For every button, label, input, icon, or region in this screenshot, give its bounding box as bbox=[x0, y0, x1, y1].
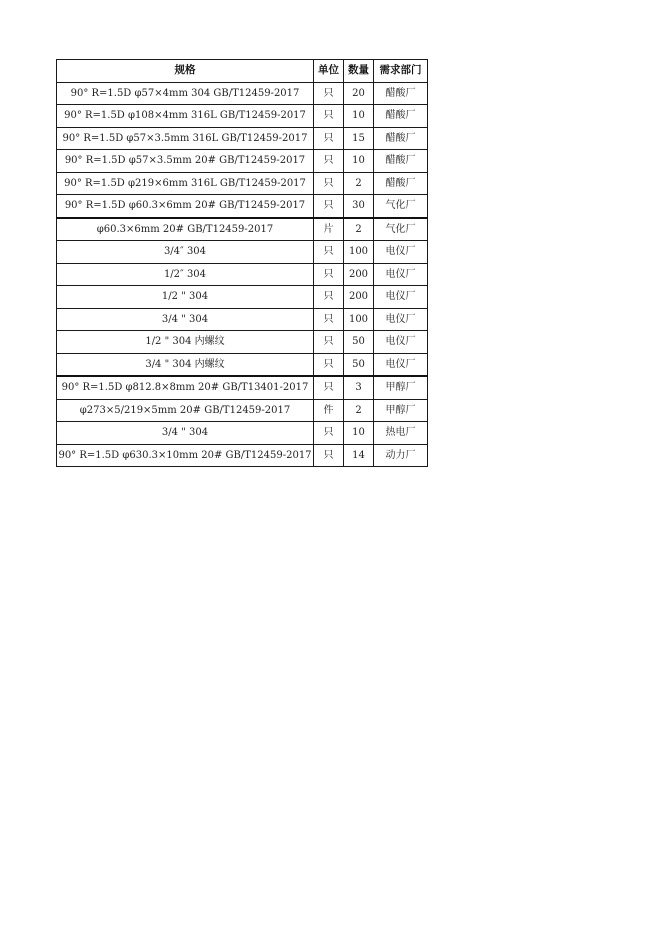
cell-spec: 3/4 " 304 内螺纹 bbox=[57, 353, 314, 376]
table-row bbox=[57, 263, 428, 286]
cell-department: 醋酸厂 bbox=[374, 127, 428, 150]
table-row bbox=[57, 241, 428, 264]
cell-department: 电仪厂 bbox=[374, 263, 428, 286]
table-row bbox=[57, 172, 428, 195]
cell-spec: 90° R=1.5D φ108×4mm 316L GB/T12459-2017 bbox=[57, 105, 314, 128]
table-row bbox=[57, 376, 428, 399]
cell-unit: 只 bbox=[314, 331, 344, 354]
cell-quantity: 10 bbox=[344, 422, 374, 445]
cell-spec: 90° R=1.5D φ57×3.5mm 316L GB/T12459-2017 bbox=[57, 127, 314, 150]
table-row bbox=[57, 218, 428, 241]
cell-quantity: 2 bbox=[344, 218, 374, 241]
cell-department: 醋酸厂 bbox=[374, 105, 428, 128]
cell-unit: 片 bbox=[314, 218, 344, 241]
cell-quantity: 10 bbox=[344, 150, 374, 173]
cell-quantity: 200 bbox=[344, 286, 374, 309]
cell-unit: 只 bbox=[314, 105, 344, 128]
cell-spec: 3/4″ 304 bbox=[57, 241, 314, 264]
cell-spec: 1/2 " 304 内螺纹 bbox=[57, 331, 314, 354]
cell-unit: 只 bbox=[314, 353, 344, 376]
header-unit: 单位 bbox=[314, 60, 344, 83]
cell-quantity: 2 bbox=[344, 172, 374, 195]
cell-spec: 3/4 " 304 bbox=[57, 422, 314, 445]
cell-quantity: 10 bbox=[344, 105, 374, 128]
cell-department: 电仪厂 bbox=[374, 241, 428, 264]
table-header-row bbox=[57, 60, 428, 83]
cell-quantity: 2 bbox=[344, 399, 374, 422]
cell-department: 动力厂 bbox=[374, 444, 428, 467]
requisition-table bbox=[56, 59, 428, 467]
cell-department: 电仪厂 bbox=[374, 308, 428, 331]
table-row bbox=[57, 82, 428, 105]
table-row bbox=[57, 286, 428, 309]
cell-unit: 只 bbox=[314, 444, 344, 467]
cell-spec: 90° R=1.5D φ57×3.5mm 20# GB/T12459-2017 bbox=[57, 150, 314, 173]
cell-unit: 只 bbox=[314, 263, 344, 286]
cell-spec: 90° R=1.5D φ630.3×10mm 20# GB/T12459-2017 bbox=[57, 444, 314, 467]
cell-department: 甲醇厂 bbox=[374, 399, 428, 422]
cell-unit: 只 bbox=[314, 150, 344, 173]
header-spec: 规格 bbox=[57, 60, 314, 83]
cell-department: 电仪厂 bbox=[374, 331, 428, 354]
table-row bbox=[57, 127, 428, 150]
table-row bbox=[57, 308, 428, 331]
table-row bbox=[57, 399, 428, 422]
cell-quantity: 14 bbox=[344, 444, 374, 467]
cell-department: 气化厂 bbox=[374, 218, 428, 241]
cell-quantity: 200 bbox=[344, 263, 374, 286]
header-quantity: 数量 bbox=[344, 60, 374, 83]
cell-spec: 90° R=1.5D φ57×4mm 304 GB/T12459-2017 bbox=[57, 82, 314, 105]
cell-spec: 90° R=1.5D φ219×6mm 316L GB/T12459-2017 bbox=[57, 172, 314, 195]
table-body bbox=[57, 82, 428, 467]
cell-department: 热电厂 bbox=[374, 422, 428, 445]
cell-spec: φ60.3×6mm 20# GB/T12459-2017 bbox=[57, 218, 314, 241]
cell-unit: 只 bbox=[314, 286, 344, 309]
table-row bbox=[57, 444, 428, 467]
cell-quantity: 30 bbox=[344, 195, 374, 218]
cell-department: 醋酸厂 bbox=[374, 150, 428, 173]
cell-unit: 只 bbox=[314, 376, 344, 399]
cell-quantity: 100 bbox=[344, 241, 374, 264]
cell-quantity: 50 bbox=[344, 331, 374, 354]
table-row bbox=[57, 331, 428, 354]
cell-spec: φ273×5/219×5mm 20# GB/T12459-2017 bbox=[57, 399, 314, 422]
cell-department: 电仪厂 bbox=[374, 353, 428, 376]
cell-department: 甲醇厂 bbox=[374, 376, 428, 399]
table-row bbox=[57, 105, 428, 128]
cell-spec: 90° R=1.5D φ812.8×8mm 20# GB/T13401-2017 bbox=[57, 376, 314, 399]
cell-quantity: 3 bbox=[344, 376, 374, 399]
cell-unit: 只 bbox=[314, 308, 344, 331]
cell-unit: 只 bbox=[314, 195, 344, 218]
cell-spec: 3/4 " 304 bbox=[57, 308, 314, 331]
cell-unit: 只 bbox=[314, 172, 344, 195]
cell-unit: 只 bbox=[314, 241, 344, 264]
cell-unit: 只 bbox=[314, 422, 344, 445]
cell-department: 电仪厂 bbox=[374, 286, 428, 309]
cell-quantity: 100 bbox=[344, 308, 374, 331]
cell-unit: 只 bbox=[314, 127, 344, 150]
table-row bbox=[57, 195, 428, 218]
header-department: 需求部门 bbox=[374, 60, 428, 83]
table-row bbox=[57, 422, 428, 445]
table-row bbox=[57, 353, 428, 376]
table-row bbox=[57, 150, 428, 173]
cell-spec: 1/2″ 304 bbox=[57, 263, 314, 286]
cell-department: 醋酸厂 bbox=[374, 82, 428, 105]
cell-spec: 90° R=1.5D φ60.3×6mm 20# GB/T12459-2017 bbox=[57, 195, 314, 218]
cell-department: 气化厂 bbox=[374, 195, 428, 218]
cell-unit: 只 bbox=[314, 82, 344, 105]
cell-quantity: 15 bbox=[344, 127, 374, 150]
cell-unit: 件 bbox=[314, 399, 344, 422]
cell-quantity: 20 bbox=[344, 82, 374, 105]
cell-department: 醋酸厂 bbox=[374, 172, 428, 195]
cell-quantity: 50 bbox=[344, 353, 374, 376]
cell-spec: 1/2 " 304 bbox=[57, 286, 314, 309]
